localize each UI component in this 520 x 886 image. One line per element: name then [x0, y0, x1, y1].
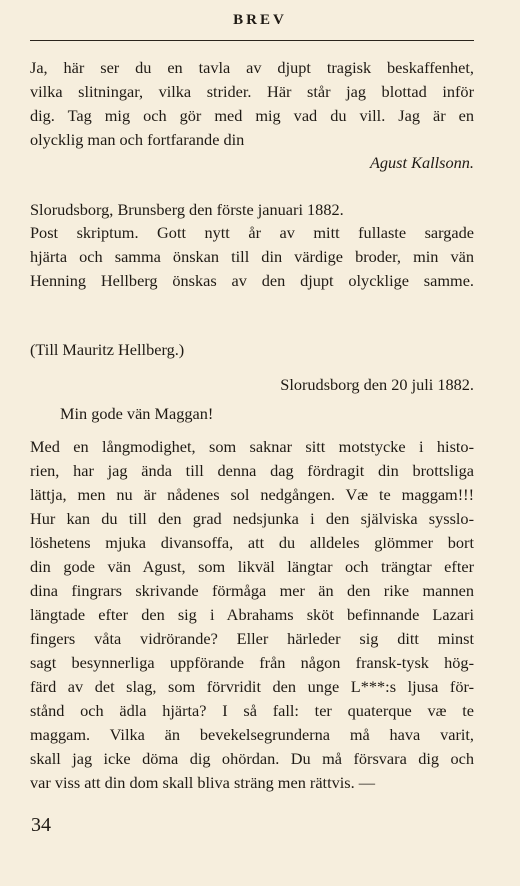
body-line: färd av det slag, som förvridit den unge L***:s ljusa för-	[30, 677, 474, 696]
body-line: sagt besynnerliga uppförande från någon fransk-tysk hög-	[30, 653, 474, 672]
text-line: Ja, här ser du en tavla av djupt tragisk beskaffenhet,	[30, 58, 474, 77]
header-rule	[30, 40, 474, 41]
text-line: dig. Tag mig och gör med mig vad du vill. Jag är en	[30, 106, 474, 125]
body-line: stånd och ädla hjärta? I så fall: ter quaterque væ te	[30, 701, 474, 720]
running-head: BREV	[233, 12, 287, 28]
dateline: Slorudsborg, Brunsberg den förste januari 1882.	[30, 200, 344, 219]
body-line: längtade efter den sig i Abrahams sköt befinnande Lazari	[30, 605, 474, 624]
text-line: olycklig man och fortfarande din	[30, 130, 245, 149]
dateline: Slorudsborg den 20 juli 1882.	[280, 375, 474, 394]
postscript-line: Post skriptum. Gott nytt år av mitt fullaste sargade	[30, 223, 474, 242]
recipient-note: (Till Mauritz Hellberg.)	[30, 340, 185, 359]
body-line: fingers våta vidrörande? Eller härleder sig ditt minst	[30, 629, 474, 648]
body-line: din gode vän Agust, som likväl längtar och trängtar efter	[30, 557, 474, 576]
body-line: dina fingrars skrivande förmåga mer än den rike mannen	[30, 581, 474, 600]
signature: Agust Kallsonn.	[369, 153, 474, 172]
page-number: 34	[31, 814, 51, 836]
body-line: löshetens mjuka divansoffa, att du alldeles glömmer bort	[30, 533, 474, 552]
salutation: Min gode vän Maggan!	[60, 404, 214, 423]
text-line: vilka slitningar, vilka strider. Här står jag blottad inför	[30, 82, 474, 101]
body-line: Hur kan du till den grad nedsjunka i den själviska sysslo-	[30, 509, 474, 528]
body-line: skall jag icke döma dig ohördan. Du må försvara dig och	[30, 749, 474, 768]
postscript-line: hjärta och samma önskan till din värdige broder, min vän	[30, 247, 474, 266]
body-line: lättja, men nu är nådenes sol nedgången. Væ te maggam!!!	[30, 485, 474, 504]
body-line: maggam. Vilka än bevekelsegrunderna må hava varit,	[30, 725, 474, 744]
body-line: var viss att din dom skall bliva sträng men rättvis. —	[30, 773, 376, 792]
body-line: Med en långmodighet, som saknar sitt motstycke i histo-	[30, 437, 474, 456]
body-line: rien, har jag ända till denna dag fördragit din brottsliga	[30, 461, 474, 480]
postscript-line: Henning Hellberg önskas av den djupt olycklige samme.	[30, 271, 474, 290]
